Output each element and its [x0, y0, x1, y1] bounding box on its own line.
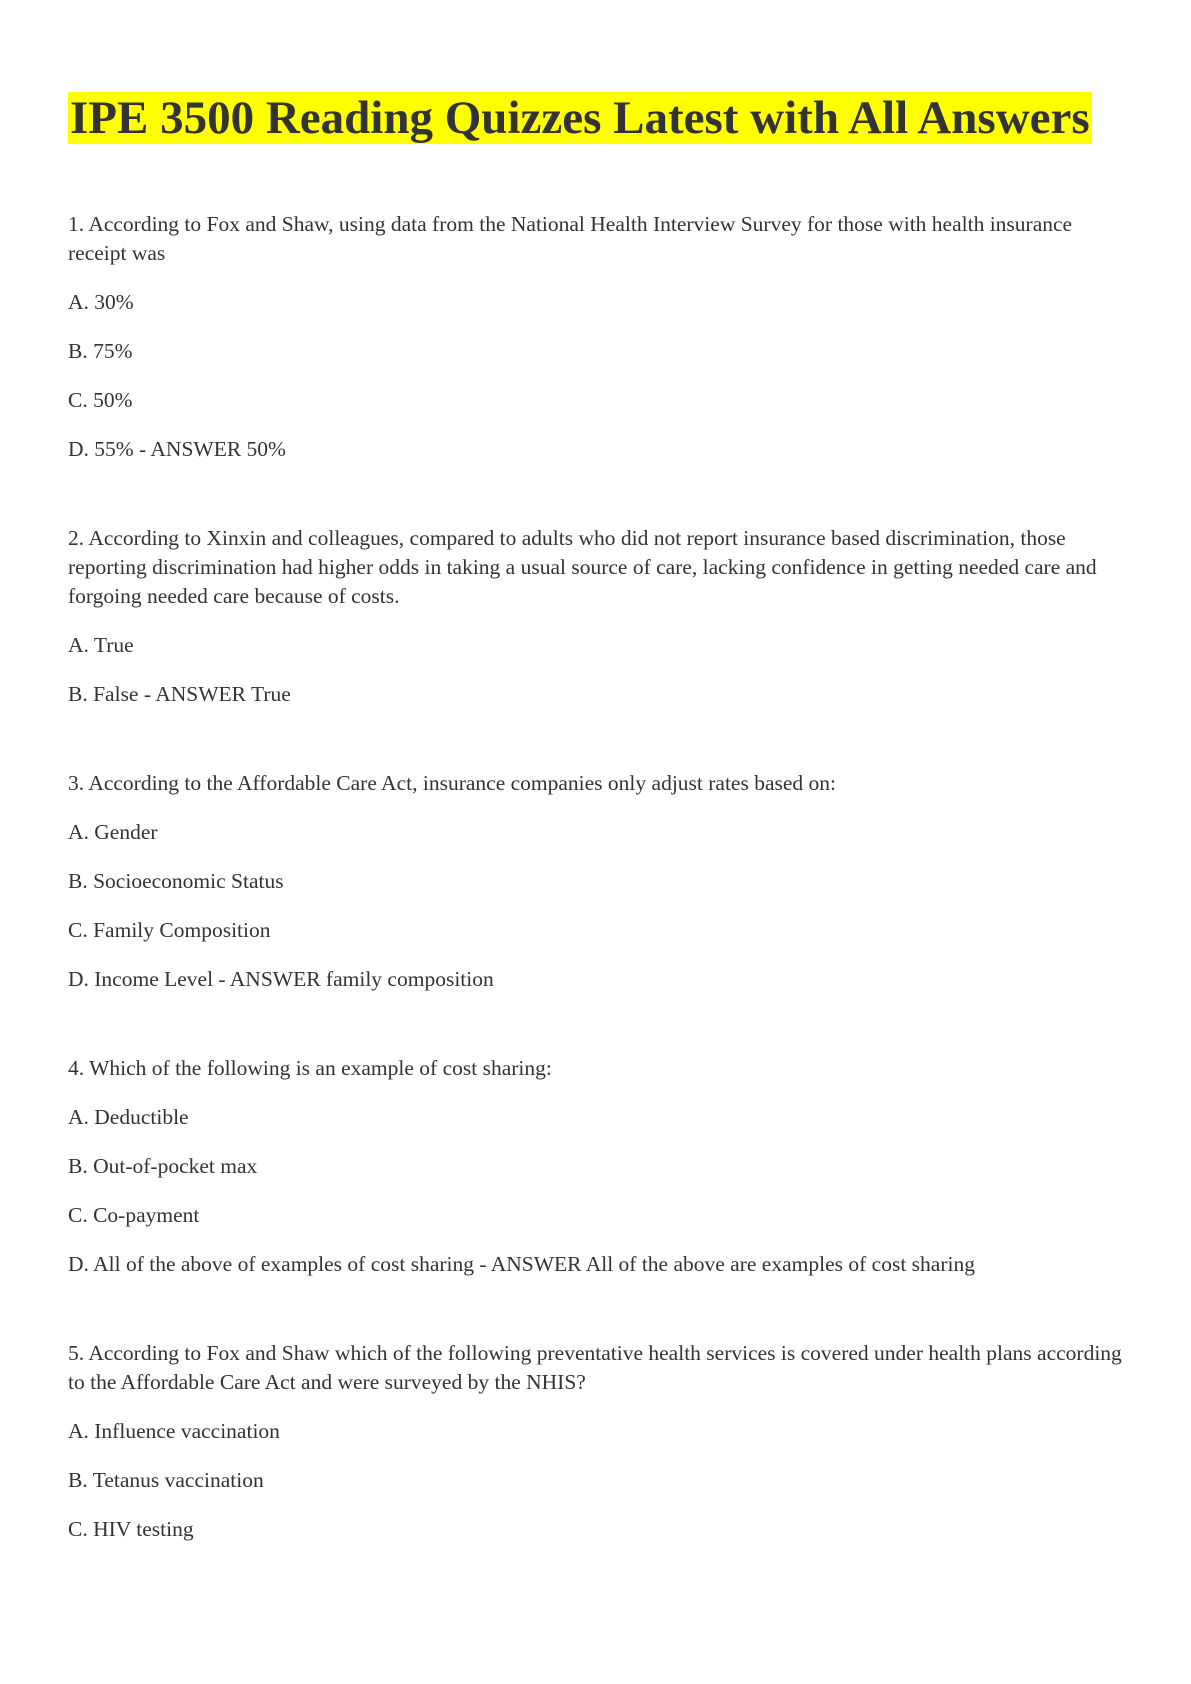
question-1 — [68, 210, 1128, 464]
option-with-answer: D. Income Level - ANSWER family composition — [68, 967, 494, 991]
option: B. 75% — [68, 339, 133, 363]
question-3 — [68, 769, 1128, 994]
question-text: 1. According to Fox and Shaw, using data from the National Health Interview Survey for those with health insurance receipt was — [68, 212, 1073, 265]
option: C. Co-payment — [68, 1203, 200, 1227]
option: B. Socioeconomic Status — [68, 869, 284, 893]
option: C. 50% — [68, 388, 133, 412]
option: A. Deductible — [68, 1105, 189, 1129]
option: C. HIV testing — [68, 1517, 194, 1541]
question-4 — [68, 1054, 1128, 1279]
quiz-content — [68, 210, 1128, 1544]
option: A. True — [68, 633, 134, 657]
option: A. Influence vaccination — [68, 1419, 280, 1443]
option-with-answer: D. 55% - ANSWER 50% — [68, 437, 286, 461]
question-text: 2. According to Xinxin and colleagues, compared to adults who did not report insurance based discrimination, those reporting discrimination had higher odds in taking a usual source of care, lacking confidence in getting needed care and forgoing needed care because of costs. — [68, 526, 1097, 608]
document-title — [68, 89, 1092, 147]
option: C. Family Composition — [68, 918, 271, 942]
question-text: 4. Which of the following is an example of cost sharing: — [68, 1056, 552, 1080]
question-2 — [68, 524, 1128, 709]
option-with-answer: B. False - ANSWER True — [68, 682, 291, 706]
option-with-answer: D. All of the above of examples of cost sharing - ANSWER All of the above are examples of cost sharing — [68, 1252, 975, 1276]
question-text: 3. According to the Affordable Care Act, insurance companies only adjust rates based on: — [68, 771, 837, 795]
option: A. 30% — [68, 290, 134, 314]
title-highlight: IPE 3500 Reading Quizzes Latest with All Answers — [70, 92, 1090, 144]
option: B. Tetanus vaccination — [68, 1468, 264, 1492]
question-text: 5. According to Fox and Shaw which of the following preventative health services is covered under health plans according to the Affordable Care Act and were surveyed by the NHIS? — [68, 1341, 1122, 1394]
question-5 — [68, 1339, 1128, 1544]
option: B. Out-of-pocket max — [68, 1154, 258, 1178]
option: A. Gender — [68, 820, 158, 844]
